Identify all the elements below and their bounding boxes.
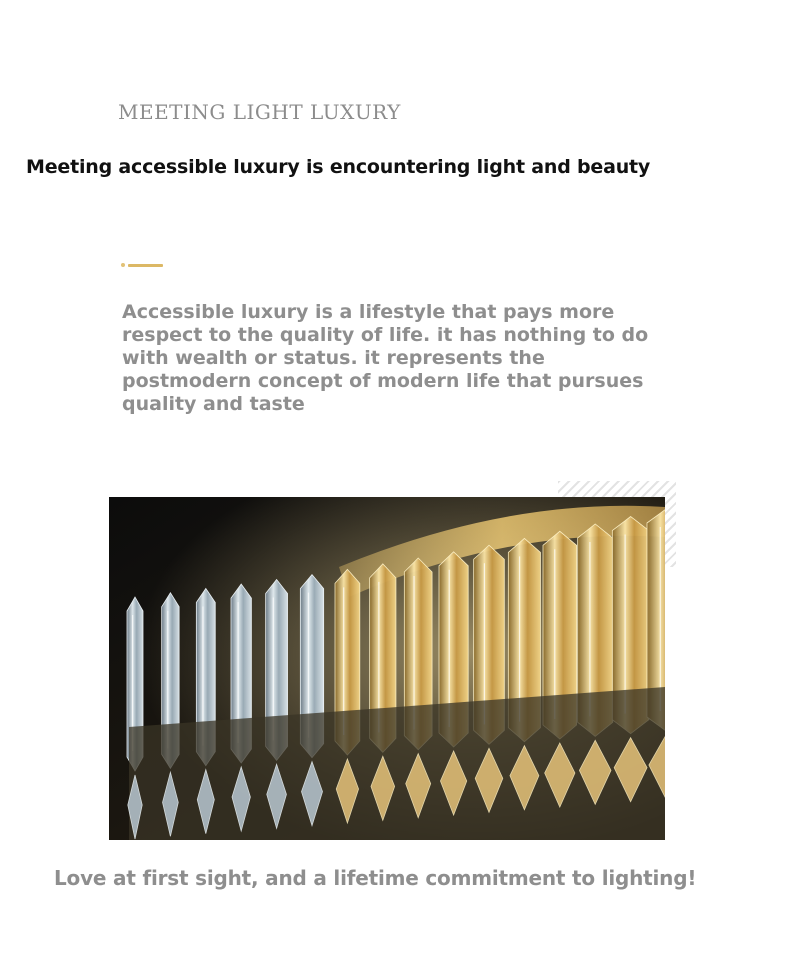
description-line: respect to the quality of life. it has nothing to do: [122, 324, 649, 346]
description-line: postmodern concept of modern life that pursues: [122, 370, 644, 392]
chandelier-photo: [109, 497, 665, 840]
description-line: Accessible luxury is a lifestyle that pays more: [122, 301, 615, 323]
gold-accent-divider: [121, 263, 163, 267]
chandelier-illustration: [109, 497, 665, 840]
description-line: quality and taste: [122, 393, 305, 415]
eyebrow-title: MEETING LIGHT LUXURY: [118, 100, 401, 124]
headline: Meeting accessible luxury is encountering light and beauty: [26, 156, 651, 178]
accent-bar: [128, 264, 163, 267]
accent-dot: [121, 263, 125, 267]
tagline: Love at first sight, and a lifetime commitment to lighting!: [54, 866, 697, 890]
description-paragraph: [122, 301, 667, 416]
description-line: with wealth or status. it represents the: [122, 347, 545, 369]
